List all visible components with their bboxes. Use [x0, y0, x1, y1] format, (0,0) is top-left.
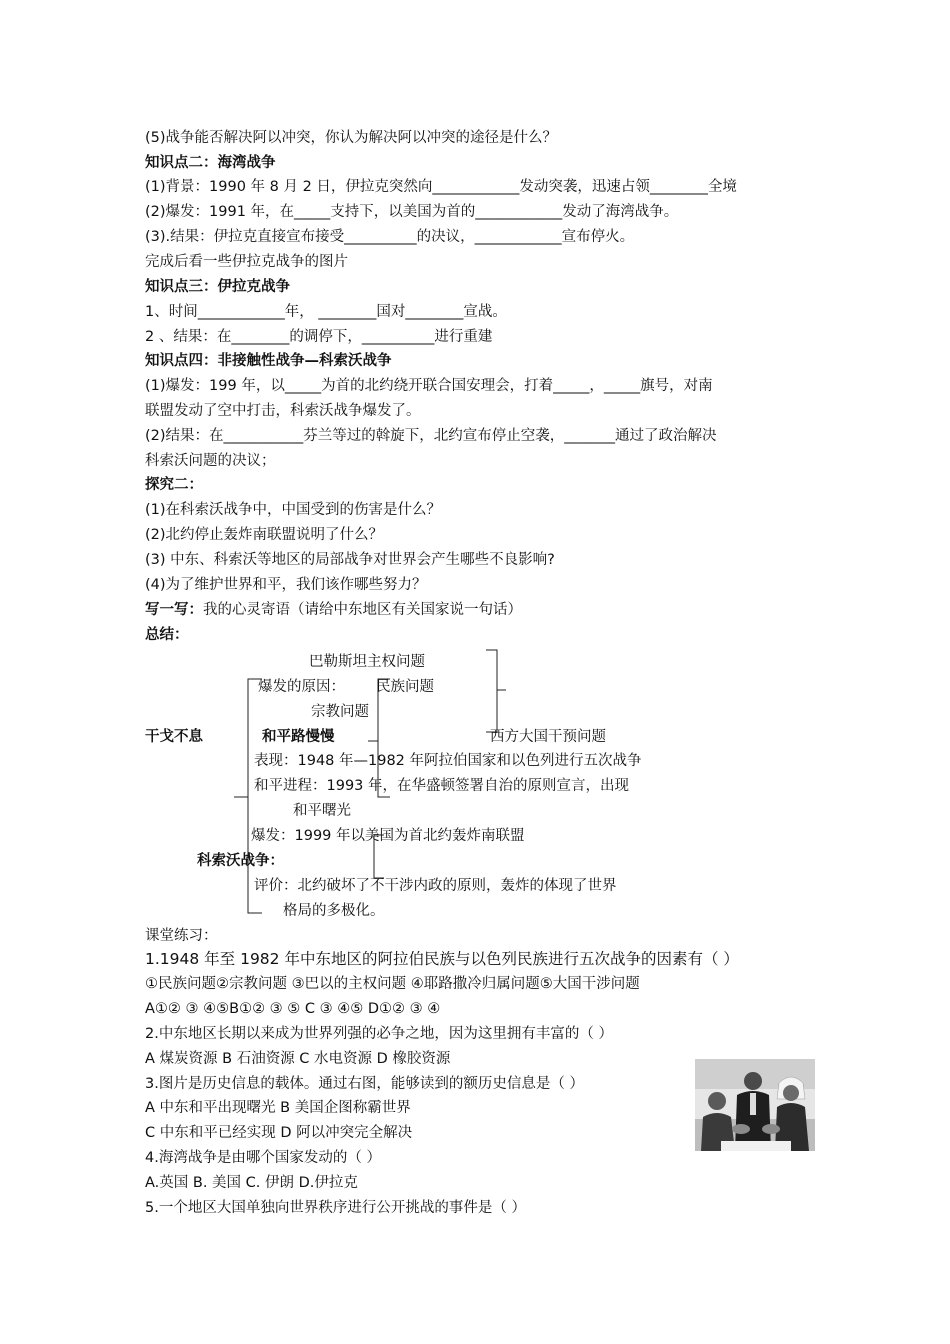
summary-peace-process-1: 和平进程：1993 年，在华盛顿签署自治的原则宣言，出现 — [254, 778, 630, 794]
practice-q3: 3.图片是历史信息的载体。通过右图，能够读到的额历史信息是（ ） — [145, 1076, 584, 1092]
summary-title: 总结： — [145, 627, 189, 643]
k4-outbreak-line1: (1)爆发：199 年，以_____为首的北约绕开联合国安理会，打着_____，_____旗号，对南 — [145, 378, 713, 394]
k2-result: (3).结果：伊拉克直接宣布接受__________的决议，____________宣布停火。 — [145, 229, 635, 245]
summary-evaluation-1: 评价：北约破坏了不干涉内政的原则，轰炸的体现了世界 — [254, 878, 617, 894]
cause-religion: 宗教问题 — [311, 704, 369, 720]
explore-2-q4: (4)为了维护世界和平，我们该作哪些努力？ — [145, 577, 427, 593]
summary-kosovo-outbreak: 爆发：1999 年以美国为首北约轰炸南联盟 — [251, 828, 525, 844]
k2-outbreak: (2)爆发：1991 年，在_____支持下，以美国为首的____________发动了海湾战争。 — [145, 204, 679, 220]
summary-evaluation-2: 格局的多极化。 — [283, 903, 385, 919]
question-5: (5)战争能否解决阿以冲突，你认为解决阿以冲突的途径是什么？ — [145, 130, 558, 146]
write-label: 写一写： — [145, 602, 203, 618]
peace-slow-title: 和平路慢慢 — [262, 729, 335, 745]
practice-q1-options: ①民族问题②宗教问题 ③巴以的主权问题 ④耶路撒冷归属问题⑤大国干涉问题 — [145, 976, 640, 992]
causes-label: 爆发的原因： — [258, 679, 345, 695]
practice-q2: 2.中东地区长期以来成为世界列强的必争之地，因为这里拥有丰富的（ ） — [145, 1026, 613, 1042]
k4-result-line2: 科索沃问题的决议； — [145, 453, 276, 469]
handshake-photo — [695, 1059, 815, 1151]
class-practice-title: 课堂练习： — [145, 928, 218, 944]
summary-gange-label: 干戈不息 — [145, 729, 203, 745]
explore-2-q3: (3) 中东、科索沃等地区的局部战争对世界会产生哪些不良影响? — [145, 552, 555, 568]
k3-time: 1、时间____________年， ________国对________宣战。 — [145, 304, 507, 320]
summary-peace-process-2: 和平曙光 — [293, 803, 351, 819]
knowledge-point-3-title: 知识点三：伊拉克战争 — [145, 279, 290, 295]
explore-2-q2: (2)北约停止轰炸南联盟说明了什么？ — [145, 527, 384, 543]
after-note: 完成后看一些伊拉克战争的图片 — [145, 254, 348, 270]
practice-q2-answers: A 煤炭资源 B 石油资源 C 水电资源 D 橡胶资源 — [145, 1051, 451, 1067]
explore-2-q1: (1)在科索沃战争中，中国受到的伤害是什么？ — [145, 502, 442, 518]
summary-kosovo-title: 科索沃战争： — [197, 853, 284, 869]
practice-q3-answers-cd: C 中东和平已经实现 D 阿以冲突完全解决 — [145, 1125, 413, 1141]
explore-2-title: 探究二： — [145, 477, 203, 493]
practice-q3-answers-ab: A 中东和平出现曙光 B 美国企图称霸世界 — [145, 1100, 411, 1116]
k2-background: (1)背景：1990 年 8 月 2 日，伊拉克突然向____________发动突袭，迅速占领________全境 — [145, 179, 737, 195]
k4-outbreak-line2: 联盟发动了空中打击，科索沃战争爆发了。 — [145, 403, 421, 419]
summary-manifestation: 表现：1948 年—1982 年阿拉伯国家和以色列进行五次战争 — [254, 753, 642, 769]
cause-palestine: 巴勒斯坦主权问题 — [309, 654, 425, 670]
practice-q1-answers: A①② ③ ④⑤B①② ③ ⑤ C ③ ④⑤ D①② ③ ④ — [145, 1001, 441, 1017]
write-text: 我的心灵寄语（请给中东地区有关国家说一句话） — [203, 602, 522, 618]
practice-q5: 5.一个地区大国单独向世界秩序进行公开挑战的事件是（ ） — [145, 1200, 526, 1216]
knowledge-point-2-title: 知识点二：海湾战争 — [145, 155, 276, 171]
k4-result-line1: (2)结果：在___________芬兰等过的斡旋下，北约宣布停止空袭，_______通过了政治解决 — [145, 428, 717, 444]
k3-result: 2 、结果：在________的调停下，__________进行重建 — [145, 329, 493, 345]
practice-q4: 4.海湾战争是由哪个国家发动的（ ） — [145, 1150, 381, 1166]
practice-q1: 1.1948 年至 1982 年中东地区的阿拉伯民族与以色列民族进行五次战争的因素有（ ） — [145, 950, 739, 968]
knowledge-point-4-title: 知识点四：非接触性战争—科索沃战争 — [145, 353, 392, 369]
practice-q4-answers: A.英国 B. 美国 C. 伊朗 D.伊拉克 — [145, 1175, 358, 1191]
cause-ethnic: 民族问题 — [376, 679, 434, 695]
cause-western-powers: 西方大国干预问题 — [490, 729, 606, 745]
